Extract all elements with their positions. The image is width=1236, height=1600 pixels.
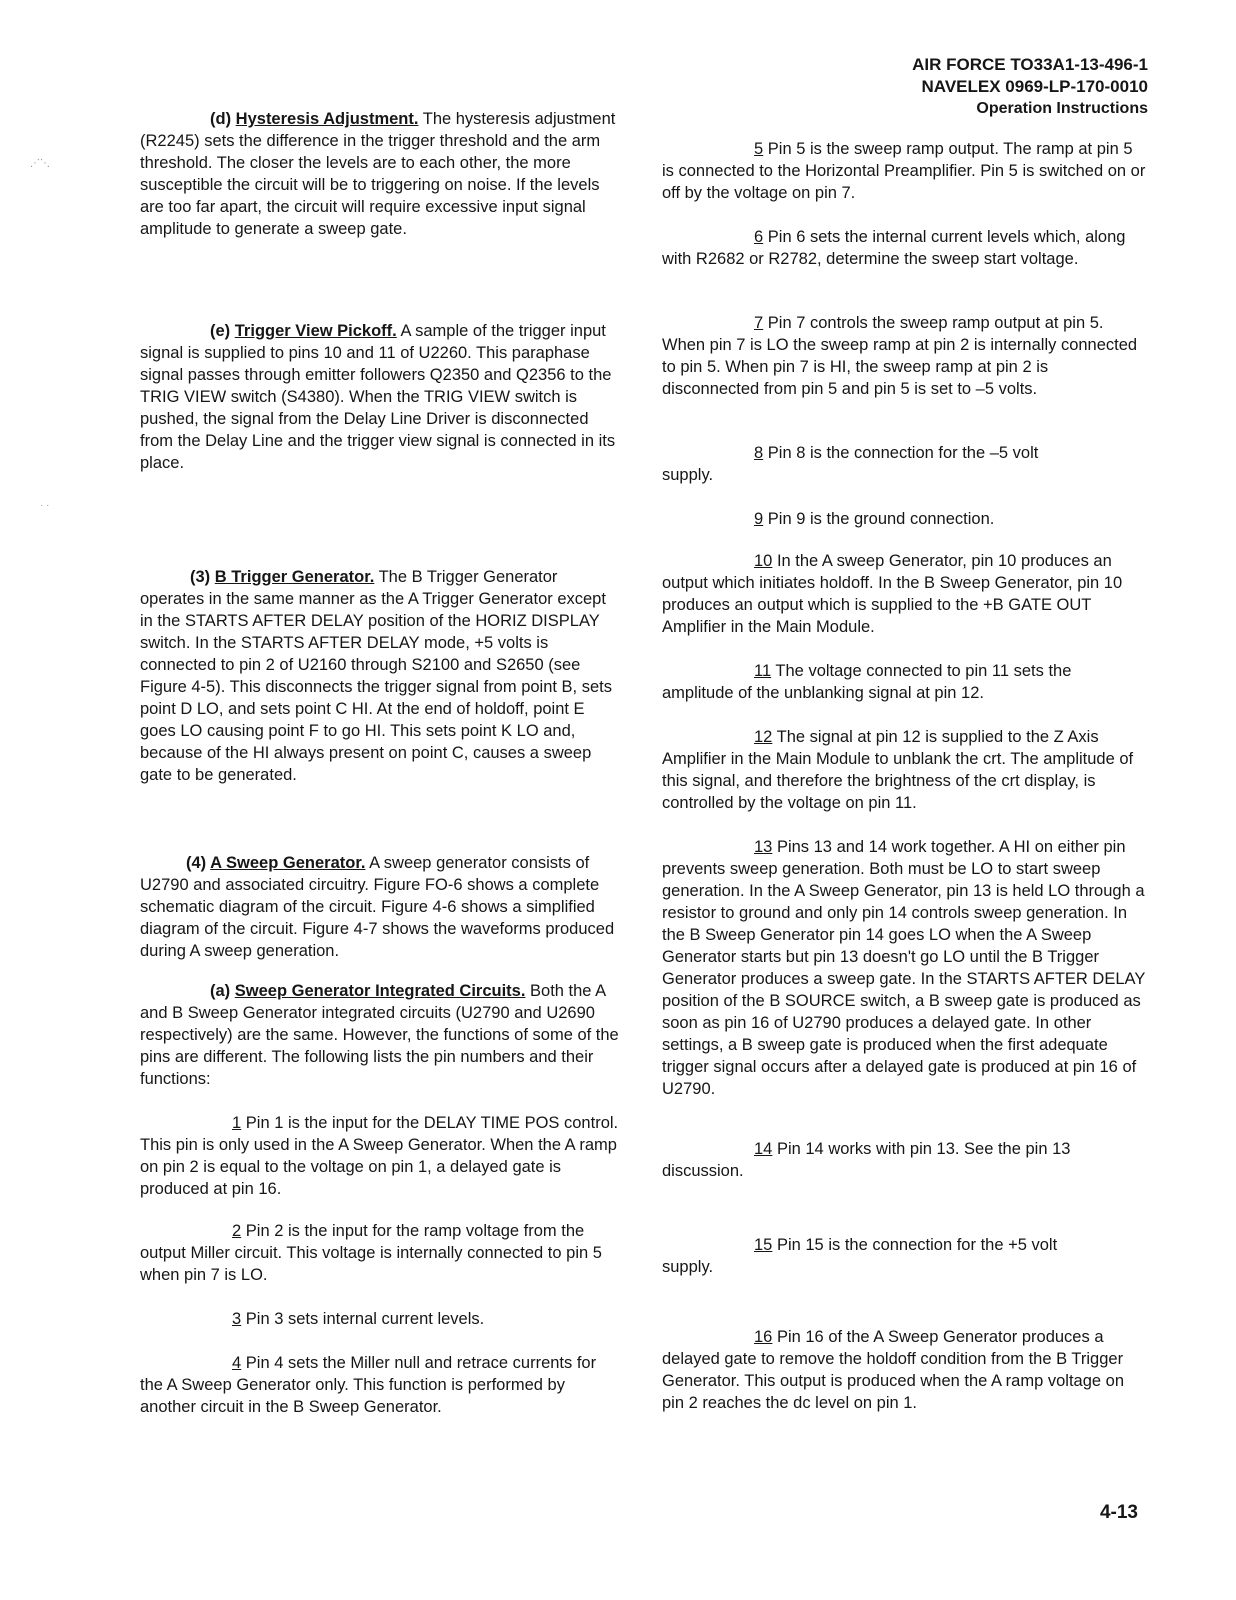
pin-item: 5 Pin 5 is the sweep ramp output. The ramp at pin 5 is connected to the Horizontal Preamplifier. Pin 5 is switched on or off by the voltage on pin 7. <box>662 140 1146 202</box>
pin-item: 10 In the A sweep Generator, pin 10 produces an output which initiates holdoff. In the B Sweep Generator, pin 10 produces an output which is supplied to the +B GATE OUT Amplifier in the Main Module. <box>662 552 1123 636</box>
pin-item: 14 Pin 14 works with pin 13. See the pin 13 discussion. <box>662 1140 1071 1180</box>
paragraph-trigger-view: (e) Trigger View Pickoff. A sample of the trigger input signal is supplied to pins 10 and 11 of U2260. This paraphase signal passes through emitter followers Q2350 and Q2356 to the TRIG VIEW switch (S4380). When the TRIG VIEW switch is pushed, the signal from the Delay Line Driver is disconnected from the Delay Line and the trigger view signal is connected in its place. <box>140 322 616 472</box>
pin-item: 2 Pin 2 is the input for the ramp voltage from the output Miller circuit. This voltage is internally connected to pin 5 when pin 7 is LO. <box>140 1222 602 1284</box>
right-column <box>662 0 1146 1600</box>
heading-trigger-view: Trigger View Pickoff. <box>234 322 397 340</box>
pin-item: 6 Pin 6 sets the internal current levels which, along with R2682 or R2782, determine the sweep start voltage. <box>662 228 1126 268</box>
pin-item: 7 Pin 7 controls the sweep ramp output at pin 5. When pin 7 is LO the sweep ramp at pin 2 is internally connected to pin 5. When pin 7 is HI, the sweep ramp at pin 2 is disconnected from pin 5 and pin 5 is set to –5 volts. <box>662 314 1138 398</box>
header-line-2: NAVELEX 0969-LP-170-0010 <box>921 77 1148 96</box>
paragraph-a-sweep: (4) A Sweep Generator. A sweep generator consists of U2790 and associated circuitry. Figure FO-6 shows a complete schematic diagram of the circuit. Figure 4-6 shows a simplified diagram of the circuit. Figure 4-7 shows the waveforms produced during A sweep generation. <box>140 854 615 960</box>
heading-hysteresis: Hysteresis Adjustment. <box>235 110 419 128</box>
heading-b-trigger: B Trigger Generator. <box>214 568 375 586</box>
pin-item: 16 Pin 16 of the A Sweep Generator produces a delayed gate to remove the holdoff condition from the B Trigger Generator. This output is produced when the A ramp voltage on pin 2 reaches the dc level on pin 1. <box>662 1328 1124 1412</box>
scan-speck: ⋰⋱ <box>30 158 50 169</box>
scan-speck: · · <box>40 500 50 511</box>
pin-item: 1 Pin 1 is the input for the DELAY TIME POS control. This pin is only used in the A Sweep Generator. When the A ramp on pin 2 is equal to the voltage on pin 1, a delayed gate is produced at pin 16. <box>140 1114 619 1198</box>
header-line-1: AIR FORCE TO33A1-13-496-1 <box>912 55 1148 74</box>
header-line-3: Operation Instructions <box>976 100 1148 117</box>
pin-item: 11 The voltage connected to pin 11 sets the amplitude of the unblanking signal at pin 12. <box>662 662 1072 702</box>
heading-sweep-ics: Sweep Generator Integrated Circuits. <box>234 982 526 1000</box>
paragraph-sweep-ics: (a) Sweep Generator Integrated Circuits. Both the A and B Sweep Generator integrated circuits (U2790 and U2690 respectively) are the same. However, the functions of some of the pins are different. The following lists the pin numbers and their functions: <box>140 982 619 1088</box>
pin-item: 12 The signal at pin 12 is supplied to the Z Axis Amplifier in the Main Module to unblank the crt. The amplitude of this signal, and therefore the brightness of the crt display, is controlled by the voltage on pin 11. <box>662 728 1134 812</box>
paragraph-b-trigger: (3) B Trigger Generator. The B Trigger Generator operates in the same manner as the A Trigger Generator except in the STARTS AFTER DELAY position of the HORIZ DISPLAY switch. In the STARTS AFTER DELAY mode, +5 volts is connected to pin 2 of U2160 through S2100 and S2650 (see Figure 4-5). This disconnects the trigger signal from point B, sets point D LO, and sets point C HI. At the end of holdoff, point E goes LO causing point F to go HI. This sets point K LO and, because of the HI always present on point C, causes a sweep gate to be generated. <box>140 568 612 784</box>
pin-item: 4 Pin 4 sets the Miller null and retrace currents for the A Sweep Generator only. This function is performed by another circuit in the B Sweep Generator. <box>140 1354 597 1416</box>
paragraph-hysteresis: (d) Hysteresis Adjustment. The hysteresis adjustment (R2245) sets the difference in the trigger threshold and the arm threshold. The closer the levels are to each other, the more susceptible the circuit will be to triggering on noise. If the levels are too far apart, the circuit will require excessive input signal amplitude to generate a sweep gate. <box>140 110 616 238</box>
pin-item: 13 Pins 13 and 14 work together. A HI on either pin prevents sweep generation. Both must be LO to start sweep generation. In the A Sweep Generator, pin 13 is held LO through a resistor to ground and only pin 14 controls sweep generation. In the B Sweep Generator pin 14 goes LO when the A Sweep Generator starts but pin 13 doesn't go LO until the B Trigger Generator produces a sweep gate. In the STARTS AFTER DELAY position of the B SOURCE switch, a B sweep gate is produced as soon as pin 16 of U2790 produces a delayed gate. In other settings, a B sweep gate is produced when the first adequate trigger signal occurs after a delayed gate is produced at pin 16 of U2790. <box>662 838 1146 1098</box>
heading-a-sweep: A Sweep Generator. <box>210 854 366 872</box>
pin-item: 8 Pin 8 is the connection for the –5 volt supply. <box>662 444 1039 484</box>
pin-item: 9 Pin 9 is the ground connection. <box>754 510 995 528</box>
pin-item: 15 Pin 15 is the connection for the +5 volt supply. <box>662 1236 1058 1276</box>
left-column <box>140 0 622 1600</box>
pin-item: 3 Pin 3 sets internal current levels. <box>232 1310 485 1328</box>
page-number: 4-13 <box>1099 1502 1138 1523</box>
